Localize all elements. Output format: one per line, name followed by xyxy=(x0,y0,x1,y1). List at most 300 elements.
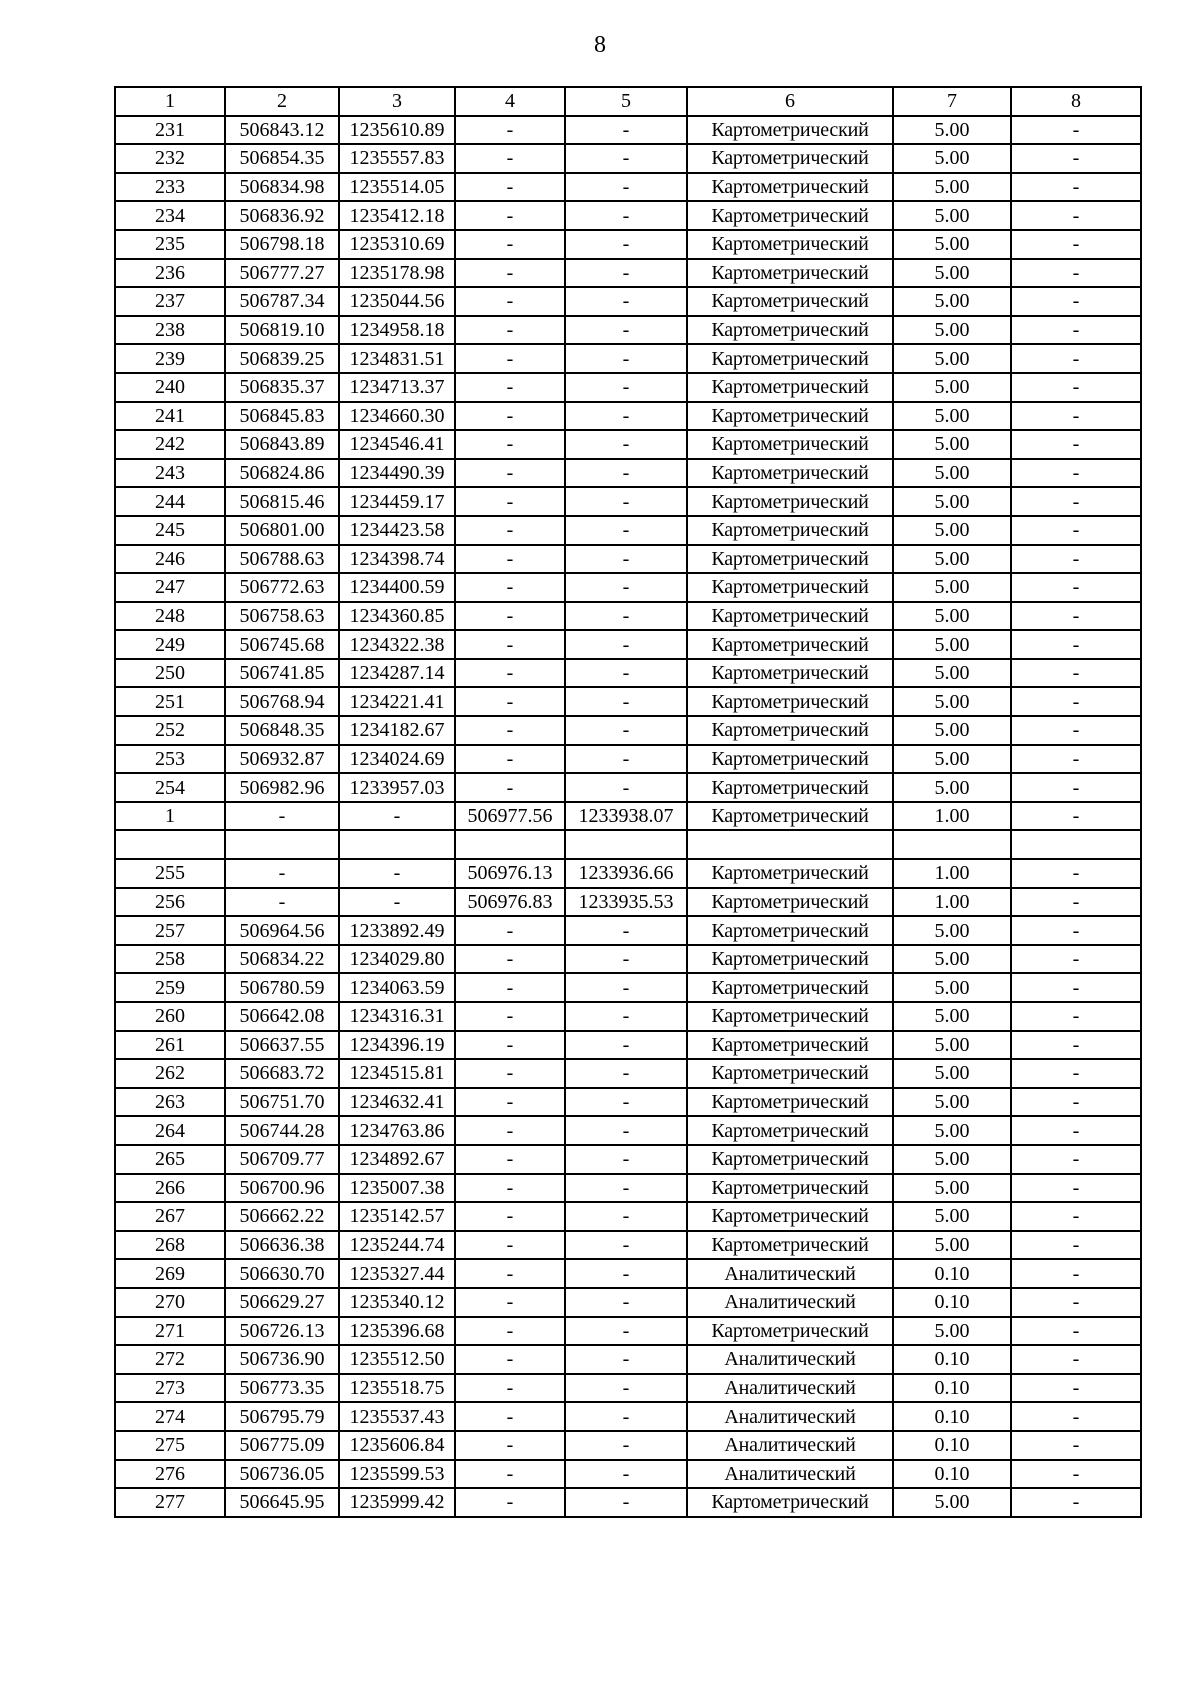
y-coordinate-cell: - xyxy=(339,802,455,831)
table-row xyxy=(115,1088,1141,1117)
new-y-coordinate-cell: - xyxy=(565,1031,687,1060)
new-x-coordinate-cell: - xyxy=(455,1145,565,1174)
accuracy-cell: 1.00 xyxy=(893,802,1011,831)
method-cell: Картометрический xyxy=(687,659,893,688)
point-number-cell: 272 xyxy=(115,1345,225,1374)
point-number-cell: 277 xyxy=(115,1488,225,1517)
description-cell: - xyxy=(1011,1174,1141,1203)
x-coordinate-cell: 506768.94 xyxy=(225,687,339,716)
new-y-coordinate-cell: - xyxy=(565,773,687,802)
accuracy-cell: 0.10 xyxy=(893,1345,1011,1374)
new-y-coordinate-cell: 1233938.07 xyxy=(565,802,687,831)
y-coordinate-cell: 1235537.43 xyxy=(339,1402,455,1431)
accuracy-cell: 5.00 xyxy=(893,1317,1011,1346)
y-coordinate-cell: - xyxy=(339,859,455,888)
table-row xyxy=(115,1202,1141,1231)
x-coordinate-cell: 506839.25 xyxy=(225,344,339,373)
accuracy-cell: 5.00 xyxy=(893,602,1011,631)
new-y-coordinate-cell: - xyxy=(565,1088,687,1117)
new-y-coordinate-cell: - xyxy=(565,1174,687,1203)
description-cell: - xyxy=(1011,459,1141,488)
description-cell: - xyxy=(1011,573,1141,602)
description-cell: - xyxy=(1011,287,1141,316)
new-x-coordinate-cell: - xyxy=(455,1402,565,1431)
point-number-cell: 232 xyxy=(115,144,225,173)
y-coordinate-cell: 1234360.85 xyxy=(339,602,455,631)
y-coordinate-cell: 1234322.38 xyxy=(339,630,455,659)
header-row xyxy=(115,87,1141,116)
y-coordinate-cell: 1235396.68 xyxy=(339,1317,455,1346)
method-cell: Картометрический xyxy=(687,373,893,402)
table-row xyxy=(115,402,1141,431)
method-cell: Картометрический xyxy=(687,716,893,745)
new-x-coordinate-cell: - xyxy=(455,459,565,488)
description-cell: - xyxy=(1011,373,1141,402)
new-x-coordinate-cell: 506976.83 xyxy=(455,888,565,917)
point-number-cell: 235 xyxy=(115,230,225,259)
description-cell xyxy=(1011,830,1141,859)
y-coordinate-cell: 1234892.67 xyxy=(339,1145,455,1174)
table-row xyxy=(115,487,1141,516)
method-cell: Картометрический xyxy=(687,516,893,545)
point-number-cell: 253 xyxy=(115,745,225,774)
method-cell: Картометрический xyxy=(687,459,893,488)
new-y-coordinate-cell: - xyxy=(565,1002,687,1031)
method-cell: Аналитический xyxy=(687,1402,893,1431)
method-cell: Картометрический xyxy=(687,1231,893,1260)
y-coordinate-cell: 1235044.56 xyxy=(339,287,455,316)
x-coordinate-cell: 506845.83 xyxy=(225,402,339,431)
method-cell: Картометрический xyxy=(687,430,893,459)
point-number-cell: 236 xyxy=(115,259,225,288)
description-cell: - xyxy=(1011,802,1141,831)
accuracy-cell: 5.00 xyxy=(893,201,1011,230)
accuracy-cell: 5.00 xyxy=(893,773,1011,802)
x-coordinate-cell: 506775.09 xyxy=(225,1431,339,1460)
y-coordinate-cell: 1235142.57 xyxy=(339,1202,455,1231)
y-coordinate-cell: 1235327.44 xyxy=(339,1259,455,1288)
column-header-3: 3 xyxy=(339,87,455,116)
y-coordinate-cell: 1235340.12 xyxy=(339,1288,455,1317)
x-coordinate-cell: 506772.63 xyxy=(225,573,339,602)
new-x-coordinate-cell: - xyxy=(455,716,565,745)
table-row xyxy=(115,230,1141,259)
y-coordinate-cell: 1234400.59 xyxy=(339,573,455,602)
method-cell: Картометрический xyxy=(687,573,893,602)
new-x-coordinate-cell: - xyxy=(455,259,565,288)
x-coordinate-cell: 506642.08 xyxy=(225,1002,339,1031)
accuracy-cell: 1.00 xyxy=(893,888,1011,917)
y-coordinate-cell: 1233957.03 xyxy=(339,773,455,802)
x-coordinate-cell: 506835.37 xyxy=(225,373,339,402)
description-cell: - xyxy=(1011,745,1141,774)
point-number-cell: 269 xyxy=(115,1259,225,1288)
new-x-coordinate-cell: - xyxy=(455,1031,565,1060)
new-x-coordinate-cell: - xyxy=(455,1088,565,1117)
y-coordinate-cell: 1235518.75 xyxy=(339,1374,455,1403)
table-row xyxy=(115,1002,1141,1031)
accuracy-cell: 5.00 xyxy=(893,344,1011,373)
description-cell: - xyxy=(1011,430,1141,459)
new-x-coordinate-cell: - xyxy=(455,116,565,145)
y-coordinate-cell: 1234063.59 xyxy=(339,973,455,1002)
description-cell: - xyxy=(1011,916,1141,945)
point-number-cell: 242 xyxy=(115,430,225,459)
method-cell: Картометрический xyxy=(687,344,893,373)
description-cell: - xyxy=(1011,545,1141,574)
method-cell: Картометрический xyxy=(687,144,893,173)
y-coordinate-cell: - xyxy=(339,888,455,917)
description-cell: - xyxy=(1011,1116,1141,1145)
new-x-coordinate-cell: - xyxy=(455,545,565,574)
accuracy-cell: 5.00 xyxy=(893,516,1011,545)
method-cell: Картометрический xyxy=(687,1174,893,1203)
table-row xyxy=(115,830,1141,859)
new-x-coordinate-cell: - xyxy=(455,973,565,1002)
new-y-coordinate-cell: - xyxy=(565,144,687,173)
new-y-coordinate-cell: - xyxy=(565,1059,687,1088)
table-row xyxy=(115,802,1141,831)
new-x-coordinate-cell: 506977.56 xyxy=(455,802,565,831)
accuracy-cell: 5.00 xyxy=(893,459,1011,488)
x-coordinate-cell: 506843.89 xyxy=(225,430,339,459)
method-cell: Картометрический xyxy=(687,859,893,888)
x-coordinate-cell: 506824.86 xyxy=(225,459,339,488)
point-number-cell: 233 xyxy=(115,173,225,202)
new-x-coordinate-cell: - xyxy=(455,573,565,602)
y-coordinate-cell: 1234398.74 xyxy=(339,545,455,574)
description-cell: - xyxy=(1011,1088,1141,1117)
table-row xyxy=(115,602,1141,631)
table-row xyxy=(115,945,1141,974)
table-row xyxy=(115,888,1141,917)
new-x-coordinate-cell: - xyxy=(455,1374,565,1403)
x-coordinate-cell: 506848.35 xyxy=(225,716,339,745)
method-cell: Картометрический xyxy=(687,1317,893,1346)
table-row xyxy=(115,1402,1141,1431)
description-cell: - xyxy=(1011,1231,1141,1260)
accuracy-cell: 5.00 xyxy=(893,945,1011,974)
y-coordinate-cell: 1235606.84 xyxy=(339,1431,455,1460)
method-cell: Картометрический xyxy=(687,773,893,802)
new-x-coordinate-cell: - xyxy=(455,602,565,631)
point-number-cell: 251 xyxy=(115,687,225,716)
method-cell: Картометрический xyxy=(687,687,893,716)
x-coordinate-cell: - xyxy=(225,888,339,917)
point-number-cell: 237 xyxy=(115,287,225,316)
point-number-cell: 248 xyxy=(115,602,225,631)
description-cell: - xyxy=(1011,259,1141,288)
accuracy-cell: 5.00 xyxy=(893,230,1011,259)
new-y-coordinate-cell: - xyxy=(565,173,687,202)
method-cell: Картометрический xyxy=(687,745,893,774)
x-coordinate-cell: 506798.18 xyxy=(225,230,339,259)
new-x-coordinate-cell: 506976.13 xyxy=(455,859,565,888)
new-x-coordinate-cell: - xyxy=(455,1431,565,1460)
method-cell: Картометрический xyxy=(687,973,893,1002)
method-cell: Картометрический xyxy=(687,402,893,431)
description-cell: - xyxy=(1011,1002,1141,1031)
table-row xyxy=(115,1174,1141,1203)
point-number-cell: 247 xyxy=(115,573,225,602)
method-cell: Картометрический xyxy=(687,1145,893,1174)
accuracy-cell: 5.00 xyxy=(893,716,1011,745)
table-row xyxy=(115,687,1141,716)
table-row xyxy=(115,430,1141,459)
new-y-coordinate-cell: - xyxy=(565,259,687,288)
method-cell: Картометрический xyxy=(687,1202,893,1231)
new-x-coordinate-cell: - xyxy=(455,344,565,373)
y-coordinate-cell: 1234515.81 xyxy=(339,1059,455,1088)
new-x-coordinate-cell: - xyxy=(455,1460,565,1489)
accuracy-cell: 5.00 xyxy=(893,1174,1011,1203)
y-coordinate-cell: 1234660.30 xyxy=(339,402,455,431)
table-row xyxy=(115,630,1141,659)
method-cell: Картометрический xyxy=(687,630,893,659)
description-cell: - xyxy=(1011,1059,1141,1088)
new-y-coordinate-cell: - xyxy=(565,287,687,316)
y-coordinate-cell: 1234316.31 xyxy=(339,1002,455,1031)
y-coordinate-cell: 1234490.39 xyxy=(339,459,455,488)
description-cell: - xyxy=(1011,144,1141,173)
description-cell: - xyxy=(1011,973,1141,1002)
new-y-coordinate-cell: - xyxy=(565,745,687,774)
new-x-coordinate-cell: - xyxy=(455,1002,565,1031)
method-cell: Картометрический xyxy=(687,230,893,259)
description-cell: - xyxy=(1011,1288,1141,1317)
column-header-2: 2 xyxy=(225,87,339,116)
table-row xyxy=(115,1374,1141,1403)
accuracy-cell: 5.00 xyxy=(893,573,1011,602)
description-cell: - xyxy=(1011,201,1141,230)
point-number-cell: 243 xyxy=(115,459,225,488)
method-cell: Картометрический xyxy=(687,888,893,917)
description-cell: - xyxy=(1011,316,1141,345)
point-number-cell: 257 xyxy=(115,916,225,945)
y-coordinate-cell: 1235244.74 xyxy=(339,1231,455,1260)
point-number-cell: 260 xyxy=(115,1002,225,1031)
point-number-cell: 263 xyxy=(115,1088,225,1117)
y-coordinate-cell: 1235610.89 xyxy=(339,116,455,145)
new-y-coordinate-cell: - xyxy=(565,344,687,373)
y-coordinate-cell: 1234713.37 xyxy=(339,373,455,402)
description-cell: - xyxy=(1011,659,1141,688)
new-x-coordinate-cell: - xyxy=(455,1202,565,1231)
accuracy-cell: 5.00 xyxy=(893,916,1011,945)
description-cell: - xyxy=(1011,1031,1141,1060)
y-coordinate-cell: 1234182.67 xyxy=(339,716,455,745)
new-y-coordinate-cell: - xyxy=(565,201,687,230)
description-cell: - xyxy=(1011,487,1141,516)
point-number-cell: 267 xyxy=(115,1202,225,1231)
table-row xyxy=(115,344,1141,373)
x-coordinate-cell: 506683.72 xyxy=(225,1059,339,1088)
new-x-coordinate-cell: - xyxy=(455,373,565,402)
x-coordinate-cell: 506834.98 xyxy=(225,173,339,202)
description-cell: - xyxy=(1011,687,1141,716)
table-row xyxy=(115,1031,1141,1060)
point-number-cell: 262 xyxy=(115,1059,225,1088)
y-coordinate-cell xyxy=(339,830,455,859)
table-row xyxy=(115,1116,1141,1145)
new-y-coordinate-cell: - xyxy=(565,230,687,259)
new-x-coordinate-cell: - xyxy=(455,287,565,316)
table-row xyxy=(115,1145,1141,1174)
point-number-cell: 275 xyxy=(115,1431,225,1460)
new-y-coordinate-cell: - xyxy=(565,1402,687,1431)
method-cell: Картометрический xyxy=(687,116,893,145)
new-y-coordinate-cell: - xyxy=(565,373,687,402)
y-coordinate-cell: 1234459.17 xyxy=(339,487,455,516)
table-row xyxy=(115,144,1141,173)
new-y-coordinate-cell: - xyxy=(565,316,687,345)
new-y-coordinate-cell: - xyxy=(565,1374,687,1403)
accuracy-cell: 5.00 xyxy=(893,259,1011,288)
coordinates-table xyxy=(114,86,1142,1518)
accuracy-cell: 5.00 xyxy=(893,1059,1011,1088)
y-coordinate-cell: 1235999.42 xyxy=(339,1488,455,1517)
accuracy-cell: 5.00 xyxy=(893,487,1011,516)
x-coordinate-cell: 506788.63 xyxy=(225,545,339,574)
description-cell: - xyxy=(1011,602,1141,631)
accuracy-cell: 5.00 xyxy=(893,144,1011,173)
point-number-cell: 231 xyxy=(115,116,225,145)
point-number-cell: 268 xyxy=(115,1231,225,1260)
description-cell: - xyxy=(1011,1202,1141,1231)
point-number-cell: 264 xyxy=(115,1116,225,1145)
x-coordinate-cell xyxy=(225,830,339,859)
method-cell: Аналитический xyxy=(687,1288,893,1317)
method-cell: Картометрический xyxy=(687,1488,893,1517)
new-x-coordinate-cell: - xyxy=(455,402,565,431)
new-y-coordinate-cell: - xyxy=(565,516,687,545)
x-coordinate-cell: 506662.22 xyxy=(225,1202,339,1231)
point-number-cell: 241 xyxy=(115,402,225,431)
accuracy-cell: 5.00 xyxy=(893,1202,1011,1231)
table-row xyxy=(115,1231,1141,1260)
point-number-cell: 255 xyxy=(115,859,225,888)
new-y-coordinate-cell: - xyxy=(565,1202,687,1231)
point-number-cell: 245 xyxy=(115,516,225,545)
description-cell: - xyxy=(1011,1402,1141,1431)
y-coordinate-cell: 1234546.41 xyxy=(339,430,455,459)
method-cell: Аналитический xyxy=(687,1259,893,1288)
y-coordinate-cell: 1235412.18 xyxy=(339,201,455,230)
table-row xyxy=(115,201,1141,230)
y-coordinate-cell: 1235178.98 xyxy=(339,259,455,288)
new-x-coordinate-cell: - xyxy=(455,1345,565,1374)
point-number-cell: 249 xyxy=(115,630,225,659)
new-x-coordinate-cell: - xyxy=(455,945,565,974)
y-coordinate-cell: 1235512.50 xyxy=(339,1345,455,1374)
x-coordinate-cell: 506751.70 xyxy=(225,1088,339,1117)
y-coordinate-cell: 1234831.51 xyxy=(339,344,455,373)
x-coordinate-cell: 506700.96 xyxy=(225,1174,339,1203)
method-cell: Картометрический xyxy=(687,545,893,574)
method-cell xyxy=(687,830,893,859)
method-cell: Картометрический xyxy=(687,1059,893,1088)
x-coordinate-cell: 506745.68 xyxy=(225,630,339,659)
new-y-coordinate-cell: - xyxy=(565,602,687,631)
x-coordinate-cell: 506787.34 xyxy=(225,287,339,316)
x-coordinate-cell: 506636.38 xyxy=(225,1231,339,1260)
table-row xyxy=(115,373,1141,402)
method-cell: Аналитический xyxy=(687,1345,893,1374)
x-coordinate-cell: 506843.12 xyxy=(225,116,339,145)
new-x-coordinate-cell: - xyxy=(455,659,565,688)
x-coordinate-cell: - xyxy=(225,859,339,888)
point-number-cell: 252 xyxy=(115,716,225,745)
new-y-coordinate-cell: - xyxy=(565,687,687,716)
x-coordinate-cell: 506773.35 xyxy=(225,1374,339,1403)
new-y-coordinate-cell: - xyxy=(565,973,687,1002)
new-x-coordinate-cell: - xyxy=(455,1174,565,1203)
method-cell: Картометрический xyxy=(687,487,893,516)
point-number-cell xyxy=(115,830,225,859)
method-cell: Картометрический xyxy=(687,201,893,230)
new-y-coordinate-cell: - xyxy=(565,1460,687,1489)
table-row xyxy=(115,516,1141,545)
x-coordinate-cell: 506854.35 xyxy=(225,144,339,173)
point-number-cell: 240 xyxy=(115,373,225,402)
table-row xyxy=(115,1460,1141,1489)
x-coordinate-cell: 506815.46 xyxy=(225,487,339,516)
new-y-coordinate-cell: - xyxy=(565,1345,687,1374)
accuracy-cell: 5.00 xyxy=(893,287,1011,316)
new-y-coordinate-cell: - xyxy=(565,1145,687,1174)
accuracy-cell: 5.00 xyxy=(893,373,1011,402)
table-row xyxy=(115,316,1141,345)
table-row xyxy=(115,259,1141,288)
new-y-coordinate-cell: - xyxy=(565,116,687,145)
new-y-coordinate-cell: - xyxy=(565,1231,687,1260)
table-row xyxy=(115,545,1141,574)
table-row xyxy=(115,1259,1141,1288)
table-row xyxy=(115,745,1141,774)
accuracy-cell: 0.10 xyxy=(893,1460,1011,1489)
method-cell: Картометрический xyxy=(687,802,893,831)
new-x-coordinate-cell: - xyxy=(455,745,565,774)
new-y-coordinate-cell: - xyxy=(565,916,687,945)
new-y-coordinate-cell: - xyxy=(565,545,687,574)
table-row xyxy=(115,916,1141,945)
accuracy-cell: 0.10 xyxy=(893,1374,1011,1403)
description-cell: - xyxy=(1011,173,1141,202)
accuracy-cell: 5.00 xyxy=(893,116,1011,145)
accuracy-cell: 5.00 xyxy=(893,973,1011,1002)
column-header-1: 1 xyxy=(115,87,225,116)
new-y-coordinate-cell: - xyxy=(565,659,687,688)
x-coordinate-cell: 506795.79 xyxy=(225,1402,339,1431)
new-x-coordinate-cell: - xyxy=(455,1116,565,1145)
new-x-coordinate-cell: - xyxy=(455,516,565,545)
accuracy-cell: 5.00 xyxy=(893,430,1011,459)
description-cell: - xyxy=(1011,230,1141,259)
new-x-coordinate-cell: - xyxy=(455,773,565,802)
y-coordinate-cell: 1234221.41 xyxy=(339,687,455,716)
method-cell: Картометрический xyxy=(687,916,893,945)
table-row xyxy=(115,287,1141,316)
accuracy-cell: 1.00 xyxy=(893,859,1011,888)
method-cell: Картометрический xyxy=(687,1031,893,1060)
accuracy-cell: 5.00 xyxy=(893,1231,1011,1260)
column-header-5: 5 xyxy=(565,87,687,116)
accuracy-cell: 0.10 xyxy=(893,1431,1011,1460)
point-number-cell: 271 xyxy=(115,1317,225,1346)
point-number-cell: 270 xyxy=(115,1288,225,1317)
point-number-cell: 254 xyxy=(115,773,225,802)
new-y-coordinate-cell xyxy=(565,830,687,859)
